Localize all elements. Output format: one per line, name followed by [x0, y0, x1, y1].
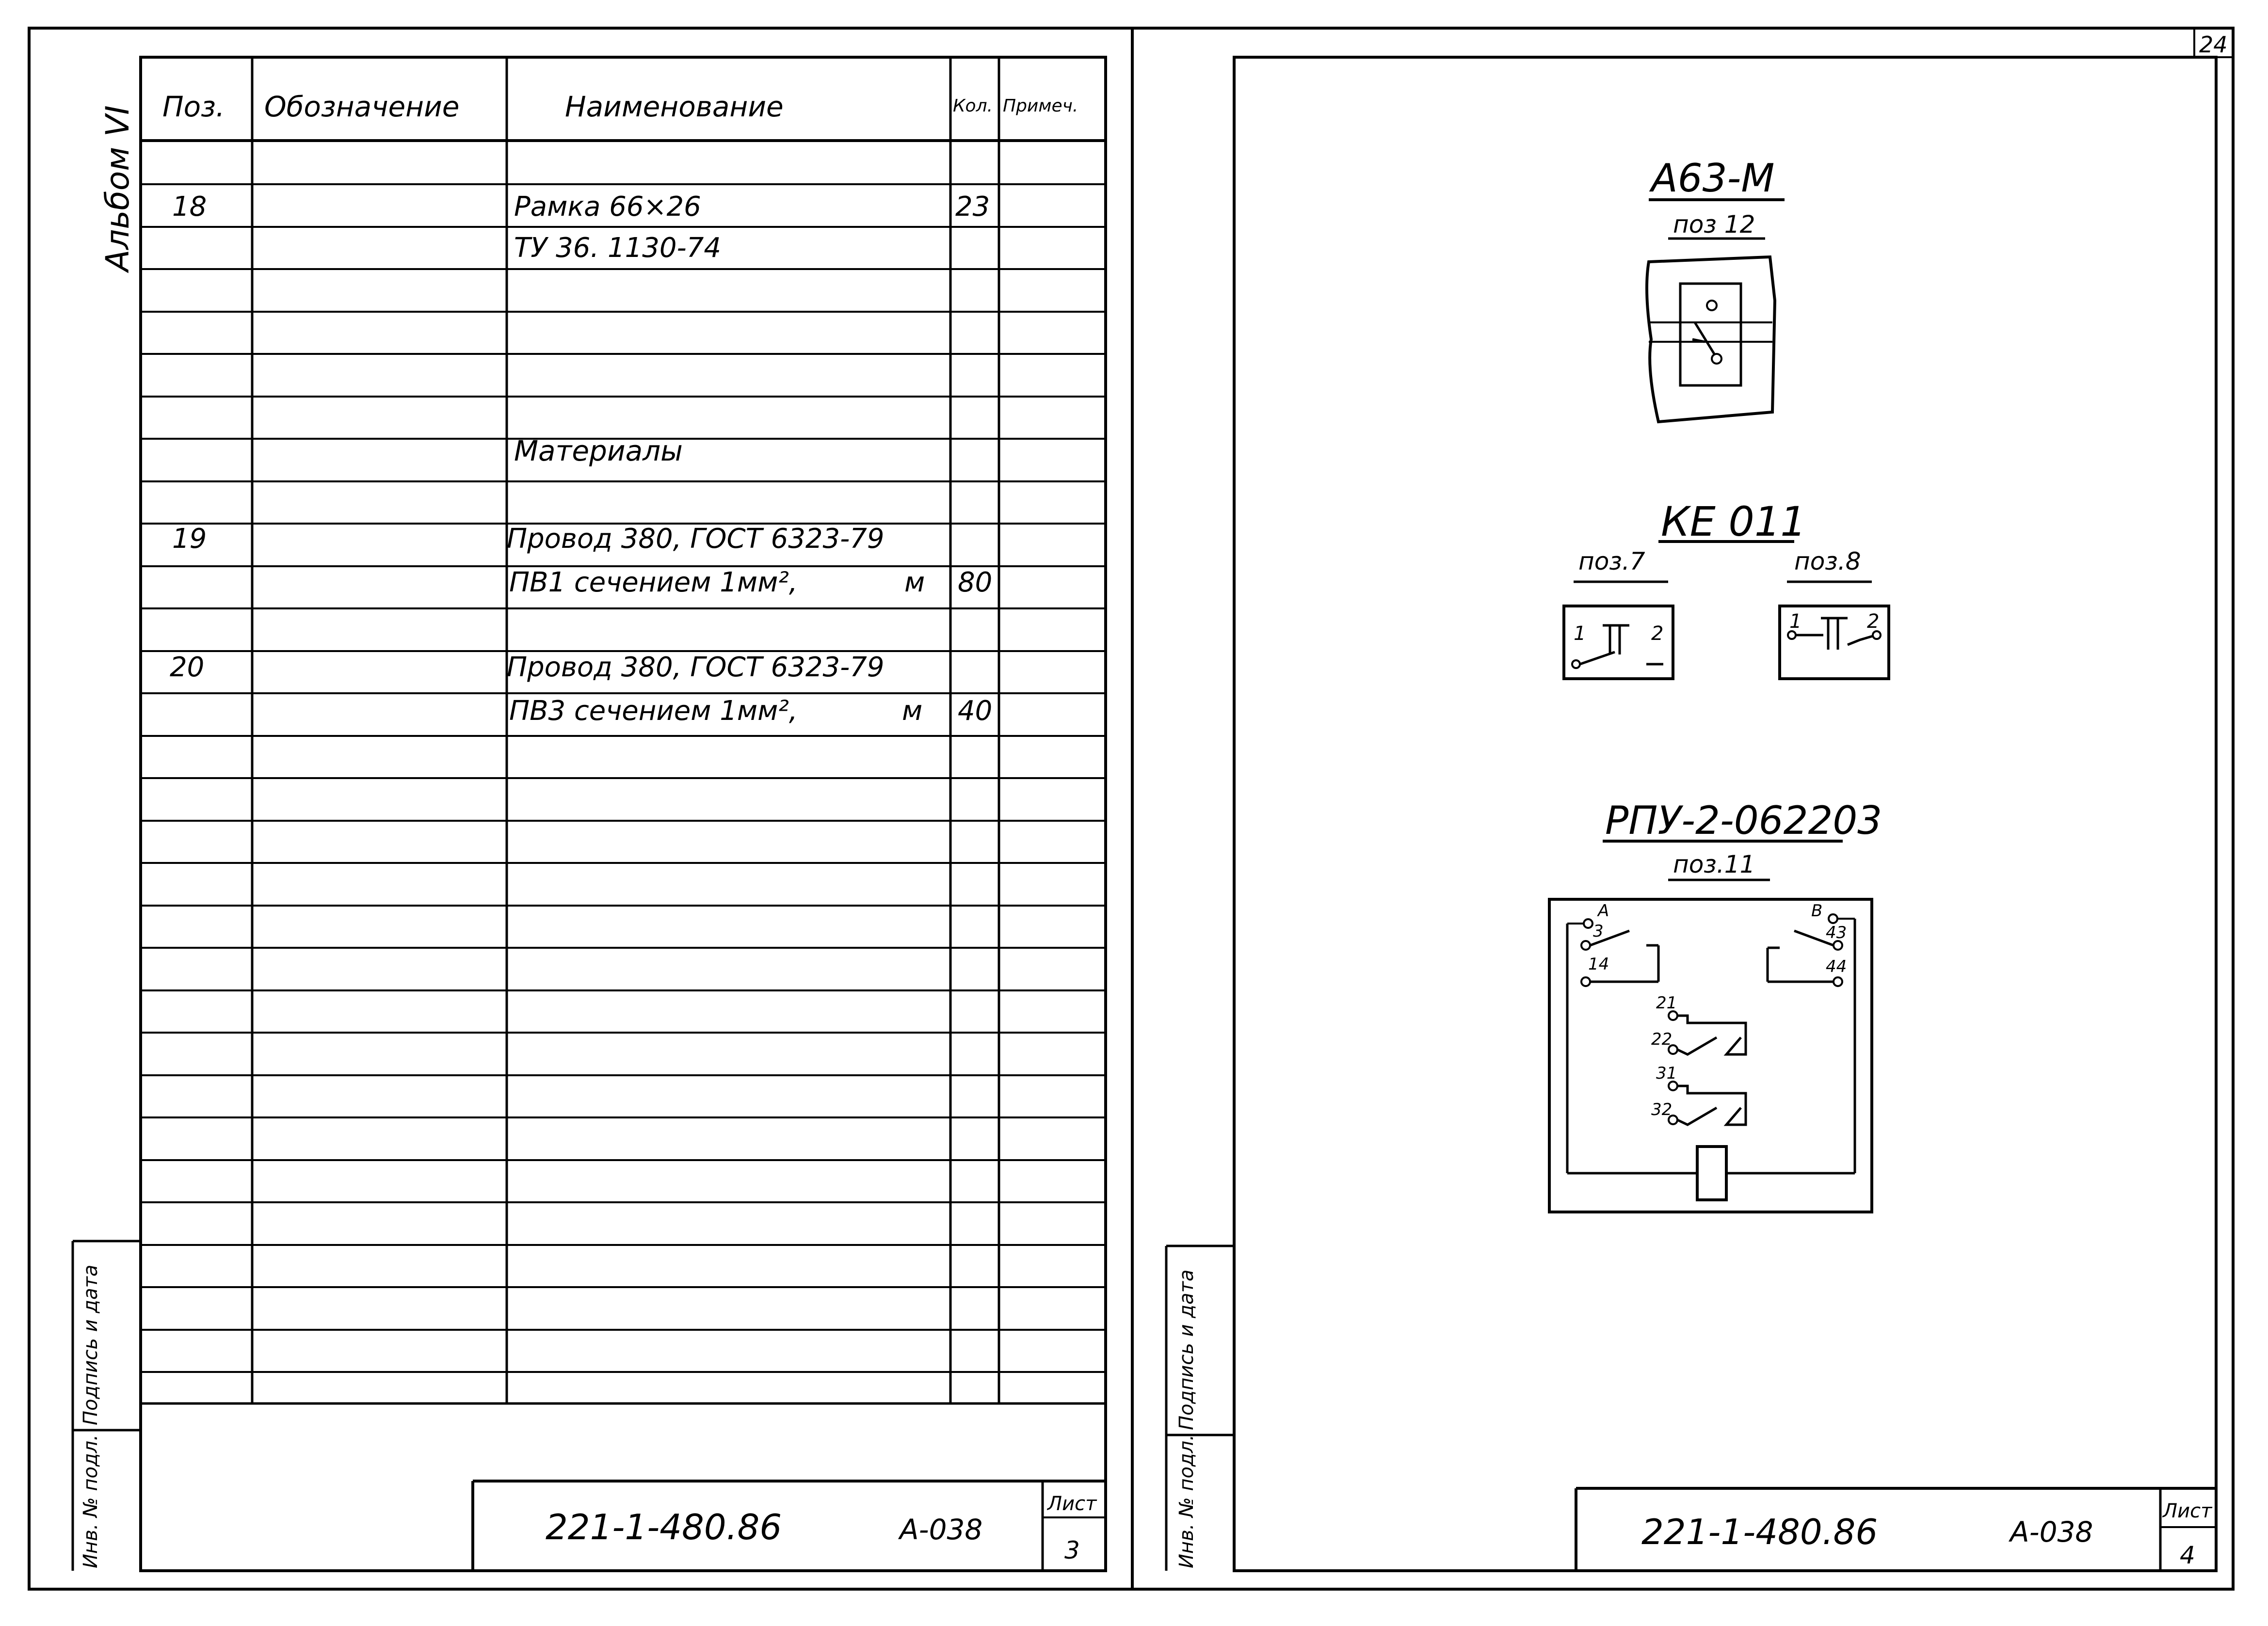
a63m-title: А63-М	[1651, 156, 1775, 201]
page-corner-number: 24	[2199, 32, 2228, 58]
stamp-signature-date-right: Подпись и дата	[1175, 1269, 1198, 1430]
header-qty: Кол.	[953, 96, 993, 116]
left-sheet	[73, 57, 1106, 1571]
right-sheet	[1166, 28, 2233, 1571]
rpu2-term-14: 14	[1588, 955, 1609, 974]
sheet-code-right: А-038	[2010, 1515, 2093, 1548]
ke011-a-pin2: 2	[1651, 622, 1664, 645]
row-18-pos: 18	[172, 191, 207, 223]
rpu2-term-32: 32	[1651, 1100, 1673, 1119]
title-block-right	[1576, 1488, 2216, 1571]
rpu2-term-21: 21	[1656, 993, 1677, 1013]
rpu2-term-a: А	[1598, 901, 1609, 921]
header-designation: Обозначение	[264, 90, 460, 123]
sheet-code: А-038	[900, 1513, 983, 1546]
ke011-b-pin1: 1	[1789, 610, 1802, 633]
component-a63m	[1647, 156, 1785, 422]
stamp-signature-date: Подпись и дата	[80, 1264, 102, 1425]
rpu2-pos: поз.11	[1673, 850, 1755, 878]
row-20-qty: 40	[958, 695, 993, 727]
sheet-number-right: 4	[2180, 1541, 2195, 1569]
ke011-a-pin1: 1	[1574, 622, 1586, 645]
rpu2-term-b: В	[1811, 901, 1823, 921]
ke011-pos-a: поз.7	[1578, 547, 1645, 575]
component-ke011	[1564, 498, 1889, 679]
sheet-label-right: Лист	[2163, 1500, 2212, 1522]
rpu2-term-44: 44	[1826, 957, 1847, 976]
ke011-title: КЕ 011	[1661, 498, 1806, 545]
row-20-spec: ПВ3 сечением 1мм²,	[509, 695, 798, 727]
rpu2-body	[1549, 899, 1872, 1212]
header-note: Примеч.	[1003, 96, 1078, 116]
table-grid	[141, 141, 1106, 1372]
album-label: Альбом VI	[99, 105, 136, 271]
row-19-unit: м	[904, 567, 925, 598]
row-18-qty: 23	[955, 191, 990, 223]
row-18-spec: ТУ 36. 1130-74	[514, 232, 721, 264]
row-19-name: Провод 380, ГОСТ 6323-79	[507, 523, 885, 555]
stamp-inventory-no: Инв. № подл.	[80, 1435, 102, 1568]
ke011-pos-b: поз.8	[1794, 547, 1861, 575]
rpu2-term-43: 43	[1826, 923, 1847, 942]
row-20-unit: м	[902, 695, 923, 727]
a63m-body	[1647, 257, 1775, 422]
rpu2-term-31: 31	[1656, 1064, 1677, 1083]
rpu2-term-3: 3	[1593, 922, 1604, 941]
materials-heading: Материалы	[514, 434, 683, 467]
row-19-pos: 19	[172, 523, 207, 555]
sheet-label: Лист	[1047, 1493, 1097, 1515]
row-18-name: Рамка 66×26	[514, 191, 701, 223]
stamp-inventory-no-right: Инв. № подл.	[1175, 1435, 1198, 1568]
ke011-b-pin2: 2	[1867, 610, 1880, 633]
doc-code-right: 221-1-480.86	[1641, 1512, 1878, 1552]
header-name: Наименование	[565, 90, 784, 123]
row-19-qty: 80	[958, 567, 993, 598]
rpu2-term-22: 22	[1651, 1030, 1673, 1049]
rpu2-title: РПУ-2-062203	[1605, 798, 1882, 843]
sheet-number: 3	[1064, 1536, 1080, 1564]
component-rpu2	[1549, 798, 1882, 1212]
row-20-pos: 20	[170, 652, 205, 683]
outer-frame	[29, 28, 2233, 1589]
row-20-name: Провод 380, ГОСТ 6323-79	[507, 652, 885, 683]
a63m-pos: поз 12	[1673, 210, 1755, 239]
doc-code: 221-1-480.86	[546, 1507, 782, 1547]
row-19-spec: ПВ1 сечением 1мм²,	[509, 567, 798, 598]
rpu2-coil	[1697, 1147, 1726, 1200]
title-block	[473, 1481, 1106, 1571]
header-pos: Поз.	[162, 90, 225, 123]
